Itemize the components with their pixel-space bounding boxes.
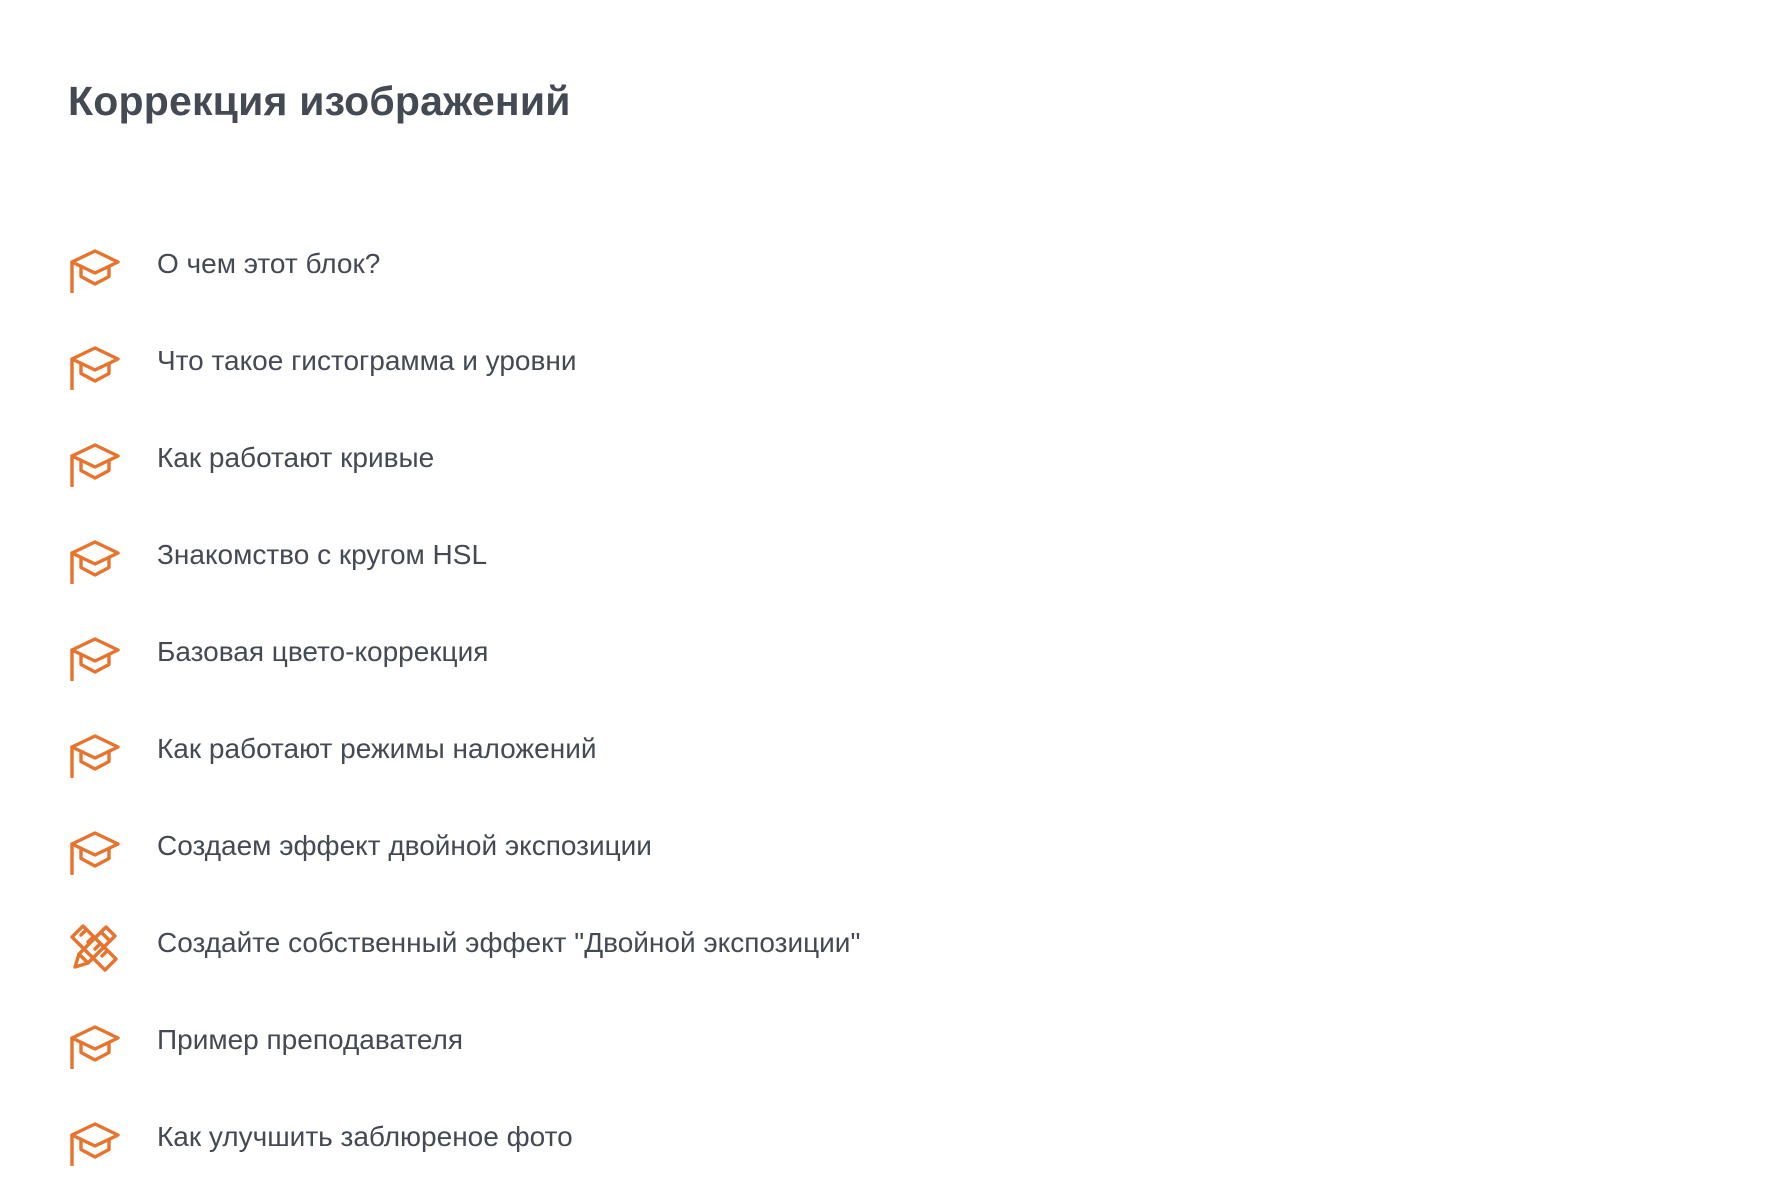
lesson-label: Знакомство с кругом HSL	[157, 539, 488, 570]
lesson-item-7[interactable]	[68, 892, 860, 989]
lesson-item-0[interactable]	[68, 213, 860, 310]
graduation-cap-icon	[68, 340, 120, 390]
lesson-item-5[interactable]	[68, 698, 860, 795]
lesson-item-1[interactable]	[68, 310, 860, 407]
lesson-item-9[interactable]	[68, 1086, 860, 1183]
lesson-label: Создаем эффект двойной экспозиции	[157, 830, 652, 861]
pencil-ruler-icon	[68, 922, 120, 972]
lesson-label: О чем этот блок?	[157, 248, 381, 279]
graduation-cap-icon	[68, 437, 120, 487]
graduation-cap-icon	[68, 243, 120, 293]
graduation-cap-icon	[68, 1019, 120, 1069]
lesson-label: Создайте собственный эффект "Двойной экспозиции"	[157, 927, 861, 958]
section-title: Коррекция изображений	[68, 78, 571, 124]
lesson-label: Пример преподавателя	[157, 1024, 464, 1055]
lesson-label: Базовая цвето-коррекция	[157, 636, 489, 667]
lesson-label: Как работают режимы наложений	[157, 733, 597, 764]
lesson-label: Как улучшить заблюреное фото	[157, 1121, 573, 1152]
graduation-cap-icon	[68, 534, 120, 584]
graduation-cap-icon	[68, 1116, 120, 1166]
lesson-list	[68, 213, 860, 1183]
lesson-label: Как работают кривые	[157, 442, 435, 473]
graduation-cap-icon	[68, 728, 120, 778]
graduation-cap-icon	[68, 631, 120, 681]
lesson-item-6[interactable]	[68, 795, 860, 892]
lesson-item-8[interactable]	[68, 989, 860, 1086]
lesson-item-2[interactable]	[68, 407, 860, 504]
graduation-cap-icon	[68, 825, 120, 875]
lesson-item-4[interactable]	[68, 601, 860, 698]
lesson-item-3[interactable]	[68, 504, 860, 601]
lesson-label: Что такое гистограмма и уровни	[157, 345, 577, 376]
